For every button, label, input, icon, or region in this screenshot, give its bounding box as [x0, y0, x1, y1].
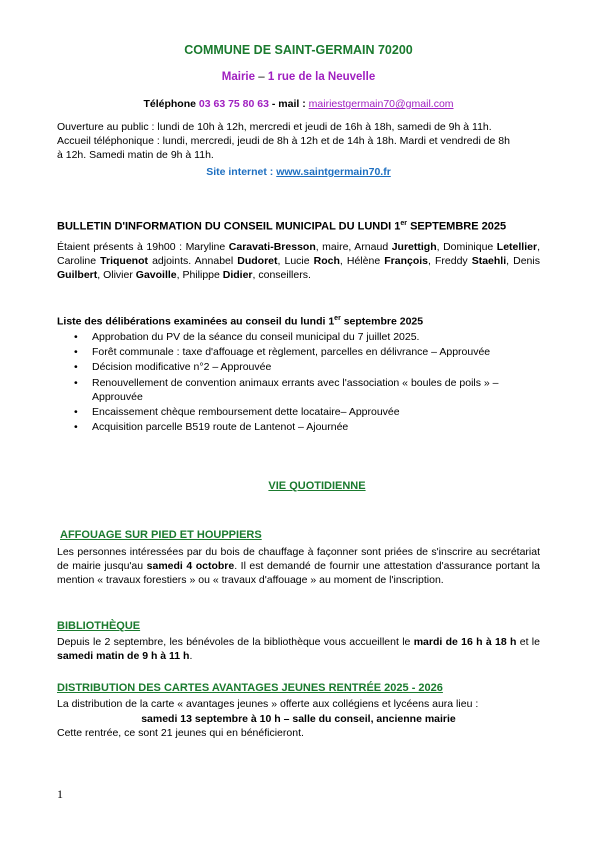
commune-title: COMMUNE DE SAINT-GERMAIN 70200 [184, 43, 413, 57]
bibliotheque-text-end: . [189, 650, 193, 663]
bullet-icon: • [74, 331, 78, 343]
contact-line [57, 97, 540, 111]
deliberations-title-text: Liste des délibérations examinées au conseil du lundi 1 [57, 315, 335, 328]
list-item [57, 376, 540, 404]
bullet-icon: • [74, 361, 78, 374]
deliberations-title [57, 314, 540, 329]
member-name: François [384, 255, 428, 268]
email-link[interactable]: mairiestgermain70@gmail.com [308, 98, 454, 110]
bulletin-title-text: BULLETIN D'INFORMATION DU CONSEIL MUNICIPAL DU LUNDI 1 [57, 220, 401, 233]
affouage-paragraph [57, 545, 540, 588]
member-name: Gavoille [135, 269, 177, 282]
section-title-distribution: DISTRIBUTION DES CARTES AVANTAGES JEUNES RENTRÉE 2025 - 2026 [57, 682, 443, 694]
telephone-label: Téléphone [143, 98, 196, 110]
affouage-deadline: samedi 4 octobre [146, 560, 235, 573]
attendance-text: , Freddy [428, 255, 472, 268]
deliberations-list [57, 330, 540, 435]
opening-phone: Accueil téléphonique : lundi, mercredi, jeudi de 8h à 12h et de 14h à 18h. Mardi et vendredi de 8h à 12h. Samedi matin de 9h à 11h. [57, 135, 510, 162]
list-item-text: Forêt communale : taxe d'affouage et règlement, parcelles en délivrance – Approuvée [92, 346, 491, 359]
list-item-text: Renouvellement de convention animaux errants avec l'association « boules de poils » – Approuvée [92, 376, 499, 403]
mail-label: - mail : [268, 98, 309, 110]
page-number: 1 [57, 787, 63, 801]
bullet-icon: • [74, 346, 78, 359]
attendance-text: , Denis [506, 255, 540, 268]
telephone-number: 03 63 75 80 63 [198, 98, 269, 110]
deliberations-title-end: septembre 2025 [340, 315, 424, 328]
bullet-icon: • [74, 421, 78, 434]
list-item-text: Approbation du PV de la séance du conseil municipal du 7 juillet 2025. [92, 331, 420, 343]
affouage-text: Les personnes intéressées par du bois de chauffage à façonner sont priées de s'inscrire au secrétariat de mairie jusqu'au [57, 546, 540, 573]
list-item [57, 345, 540, 359]
section-title-affouage: AFFOUAGE SUR PIED ET HOUPPIERS [60, 529, 262, 541]
opening-hours [57, 120, 517, 163]
bibliotheque-hours-tuesday: mardi de 16 h à 18 h [413, 636, 517, 648]
member-name: Letellier [496, 241, 538, 253]
attendance-text: , Philippe [176, 269, 223, 282]
section-title-bibliotheque: BIBLIOTHÈQUE [57, 620, 141, 632]
list-item-text: Acquisition parcelle B519 route de Lantenot – Ajournée [92, 421, 349, 434]
bullet-icon: • [74, 376, 78, 389]
distribution-intro: La distribution de la carte « avantages jeunes » offerte aux collégiens et lycéens aura lieu : [57, 698, 479, 710]
mairie-separator: – [255, 71, 268, 83]
list-item [57, 420, 540, 434]
bullet-icon: • [74, 405, 78, 418]
mairie-label: Mairie [221, 71, 256, 83]
attendance-text: , conseillers. [252, 269, 311, 282]
member-name: Staehli [471, 255, 507, 268]
deliberations-title-sup: er [334, 315, 341, 322]
member-name: Caravati-Bresson [228, 241, 316, 253]
attendance-text: , Lucie [277, 255, 314, 268]
attendance-text: Étaient présents à 19h00 : Maryline [57, 241, 229, 253]
website-label: Site internet : [206, 166, 277, 178]
member-name: Roch [313, 255, 340, 268]
affouage-text-end: . Il est demandé de fournir une attestation d'assurance portant la mention « travaux forestiers » ou « travaux d'affouage » au moment de l'inscription. [57, 560, 540, 587]
bulletin-title [57, 219, 540, 235]
distribution-date: samedi 13 septembre à 10 h – salle du conseil, ancienne mairie [141, 713, 456, 725]
list-item-text: Décision modificative n°2 – Approuvée [92, 361, 272, 374]
bibliotheque-text: et le [516, 636, 540, 648]
member-name: Didier [222, 269, 253, 282]
attendance-paragraph [57, 240, 540, 283]
member-name: Jurettigh [391, 241, 437, 253]
bibliotheque-text: Depuis le 2 septembre, les bénévoles de la bibliothèque vous accueillent le [57, 636, 414, 648]
attendance-text: , maire, Arnaud [315, 241, 392, 253]
distribution-note: Cette rentrée, ce sont 21 jeunes qui en bénéficieront. [57, 727, 304, 739]
list-item [57, 405, 540, 419]
mairie-address: 1 rue de la Neuvelle [267, 71, 376, 83]
section-title-vie-quotidienne: VIE QUOTIDIENNE [268, 480, 366, 492]
attendance-text: adjoints. Annabel [148, 255, 238, 268]
attendance-text: , Caroline [57, 241, 540, 268]
member-name: Dudoret [237, 255, 278, 268]
list-item [57, 360, 540, 374]
bibliotheque-paragraph [57, 635, 540, 663]
member-name: Triquenot [100, 255, 149, 268]
bulletin-title-end: SEPTEMBRE 2025 [407, 220, 507, 233]
bulletin-title-sup: er [400, 220, 408, 227]
website-line [57, 165, 540, 179]
list-item-text: Encaissement chèque remboursement dette locataire– Approuvée [92, 405, 400, 418]
member-name: Guilbert [57, 269, 98, 282]
attendance-text: , Olivier [97, 269, 136, 282]
attendance-text: , Hélène [339, 255, 385, 268]
mairie-line [57, 70, 540, 86]
attendance-text: , Dominique [436, 241, 497, 253]
list-item [57, 330, 540, 344]
website-link[interactable]: www.saintgermain70.fr [276, 166, 391, 178]
bibliotheque-hours-saturday: samedi matin de 9 h à 11 h [57, 650, 190, 663]
opening-public: Ouverture au public : lundi de 10h à 12h, mercredi et jeudi de 16h à 18h, samedi de 9h à 11h. [57, 121, 492, 133]
